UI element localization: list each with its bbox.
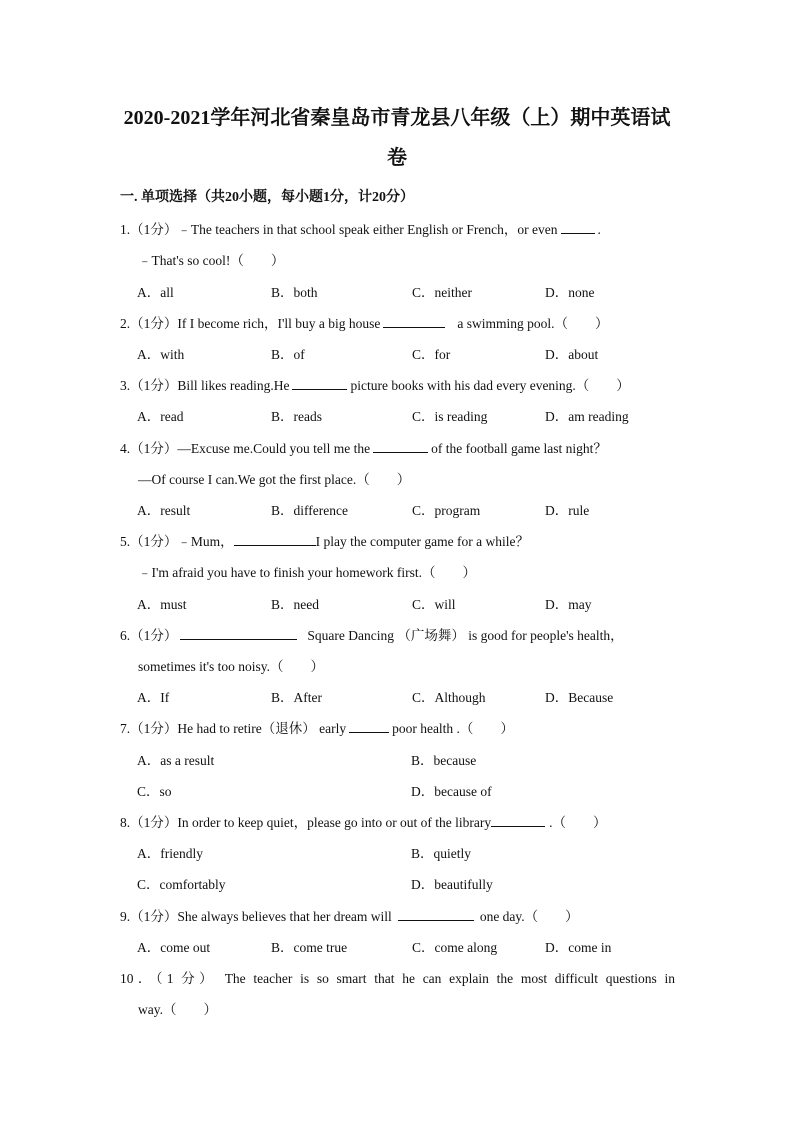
question-4 — [120, 437, 607, 457]
option-a: A．result — [137, 503, 191, 518]
question-text-end: picture books with his dad every evening.（ ） — [350, 378, 630, 393]
question-text-end: Square Dancing （广场舞） is good for people's health， — [307, 628, 624, 643]
option-c: C．program — [412, 503, 481, 518]
option-b: B．of — [271, 347, 305, 362]
option-b: B．need — [271, 597, 319, 612]
option-d: D．may — [545, 597, 592, 612]
answer-blank — [561, 222, 595, 234]
answer-blank — [180, 628, 297, 640]
option-c: C．neither — [412, 285, 472, 300]
question-text: 5.（1分）﹣Mum， — [120, 534, 234, 549]
question-5 — [120, 530, 529, 550]
option-d: D．come in — [545, 940, 612, 955]
answer-blank — [398, 909, 474, 921]
question-text: 4.（1分）—Excuse me.Could you tell me the — [120, 441, 371, 456]
option-a: A．as a result — [137, 753, 215, 768]
answer-blank — [234, 534, 316, 546]
option-c: C．Although — [412, 690, 486, 705]
option-c: C．comfortably — [137, 877, 226, 892]
question-4-reply: —Of course I can.We got the first place.（ ） — [138, 472, 411, 487]
question-text-end: . — [597, 222, 601, 237]
question-5-reply: ﹣I'm afraid you have to finish your homework first.（ ） — [138, 565, 476, 580]
answer-blank — [491, 815, 545, 827]
question-text-end: I play the computer game for a while？ — [315, 534, 529, 549]
option-a: A．read — [137, 409, 184, 424]
question-3 — [120, 374, 630, 394]
option-c: C．come along — [412, 940, 498, 955]
document-title-cont: 卷 — [387, 147, 407, 169]
question-text: 3.（1分）Bill likes reading.He — [120, 378, 290, 393]
option-d: D．about — [545, 347, 599, 362]
answer-blank — [349, 721, 389, 733]
option-b: B．both — [271, 285, 318, 300]
question-10-reply: way.（ ） — [138, 1002, 217, 1017]
option-d: D．because of — [411, 784, 492, 799]
option-d: D．Because — [545, 690, 614, 705]
option-a: A．come out — [137, 940, 211, 955]
option-b: B．because — [411, 753, 477, 768]
question-text: 8.（1分）In order to keep quiet，please go into or out of the library — [120, 815, 492, 830]
option-d: D．none — [545, 285, 595, 300]
question-2 — [120, 312, 609, 332]
question-text-end: one day.（ ） — [479, 909, 579, 924]
option-c: C．for — [412, 347, 451, 362]
option-d: D．rule — [545, 503, 590, 518]
option-d: D．beautifully — [411, 877, 493, 892]
section-heading: 一. 单项选择（共20小题，每小题1分，计20分） — [120, 190, 414, 205]
question-text: 9.（1分）She always believes that her dream will — [120, 909, 392, 924]
option-a: A．friendly — [137, 846, 203, 861]
question-text-end: poor health .（ ） — [392, 721, 514, 736]
option-b: B．reads — [271, 409, 322, 424]
question-1-reply: ﹣That's so cool!（ ） — [138, 253, 285, 268]
question-text: 7.（1分）He had to retire（退休） early — [120, 721, 347, 736]
option-c: C．will — [412, 597, 456, 612]
question-7 — [120, 717, 514, 737]
document-title: 2020-2021学年河北省秦皇岛市青龙县八年级（上）期中英语试 — [123, 107, 671, 129]
option-b: B．After — [271, 690, 322, 705]
option-a: A．with — [137, 347, 185, 362]
question-text: 2.（1分）If I become rich，I'll buy a big house — [120, 316, 381, 331]
answer-blank — [383, 316, 445, 328]
option-c: C．so — [137, 784, 172, 799]
option-a: A．all — [137, 285, 174, 300]
answer-blank — [292, 378, 347, 390]
option-b: B．difference — [271, 503, 348, 518]
question-10: 10．（1 分） The teacher is so smart that he can explain the most difficult questions in — [120, 971, 675, 986]
option-c: C．is reading — [412, 409, 488, 424]
question-text: 6.（1分） — [120, 628, 178, 643]
option-d: D．am reading — [545, 409, 629, 424]
answer-blank — [373, 441, 428, 453]
question-6 — [120, 624, 624, 644]
question-1 — [120, 218, 601, 238]
question-text-end: a swimming pool.（ ） — [457, 316, 609, 331]
option-b: B．quietly — [411, 846, 471, 861]
question-text: 1.（1分）﹣The teachers in that school speak either English or French，or even — [120, 222, 558, 237]
question-9 — [120, 905, 579, 925]
option-a: A．If — [137, 690, 170, 705]
question-8 — [120, 811, 607, 831]
question-text-end: .（ ） — [549, 815, 607, 830]
question-6-reply: sometimes it's too noisy.（ ） — [138, 659, 325, 674]
option-a: A．must — [137, 597, 187, 612]
question-text-end: of the football game last night？ — [431, 441, 607, 456]
option-b: B．come true — [271, 940, 348, 955]
